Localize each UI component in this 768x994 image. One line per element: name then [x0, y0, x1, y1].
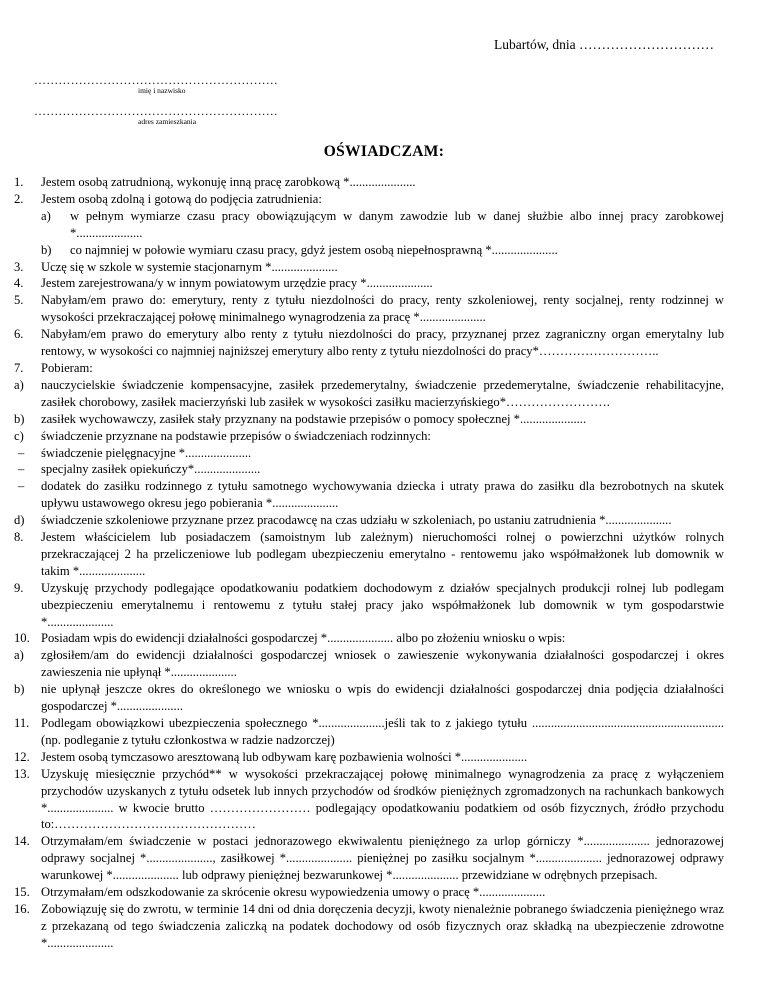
item-8 [14, 529, 724, 580]
name-field [34, 73, 334, 95]
item-text: zasiłek wychowawczy, zasiłek stały przyznany na podstawie przepisów o pomocy społecznej *..................... [41, 411, 587, 426]
item-number: 2. [14, 191, 24, 206]
item-text: świadczenie przyznane na podstawie przepisów o świadczeniach rodzinnych: [41, 428, 431, 443]
item-5 [14, 292, 724, 326]
item-15 [14, 884, 724, 901]
item-number: 10. [14, 631, 30, 646]
item-number: a) [14, 648, 24, 663]
item-2a [14, 208, 724, 242]
item-7b [14, 411, 724, 428]
item-7c-dash-3 [14, 478, 724, 512]
address-label: adres zamieszkania [138, 117, 197, 126]
item-3 [14, 259, 724, 276]
item-text: zgłosiłem/am do ewidencji działalności gospodarczej wniosek o zawieszenie wykonywania działalności gospodarczej i okres zawieszenia nie upłynął *..................... [41, 648, 724, 680]
item-number: 1. [14, 175, 24, 189]
item-text: Jestem osobą zatrudnioną, wykonuję inną pracę zarobkową *..................... [41, 175, 416, 189]
item-text: Nabyłam/em prawo do: emerytury, renty z tytułu niezdolności do pracy, renty szkoleniowej, renty socjalnej, renty rodzinnej w wysokości przekraczającej połowę minimalnego wynagrodzenia za pracę *..................... [41, 293, 724, 325]
item-number: b) [14, 682, 25, 697]
name-label: imię i nazwisko [138, 86, 186, 95]
item-number: 16. [14, 901, 30, 916]
item-text: Otrzymałam/em odszkodowanie za skrócenie okresu wypowiedzenia umowy o pracę *..................... [41, 885, 546, 900]
document-title: OŚWIADCZAM: [323, 143, 445, 160]
item-text: dodatek do zasiłku rodzinnego z tytułu samotnego wychowywania dziecka i utraty prawa do zasiłku dla bezrobotnych na skutek upływu ustawowego okresu jego pobierania *..................... [41, 479, 724, 511]
name-dotted-line: …………………………………………………… [34, 73, 278, 87]
item-text: Jestem zarejestrowana/y w innym powiatowym urzędzie pracy *..................... [41, 276, 433, 291]
item-number: 3. [14, 259, 24, 274]
item-number: – [18, 479, 25, 494]
item-text: świadczenie pielęgnacyjne *..................... [41, 445, 252, 460]
item-text: Uzyskuję przychody podlegające opodatkowaniu podatkiem dochodowym z działów specjalnych produkcji rolnej lub podlegam ubezpieczeniu emerytalnemu i rentowemu z tytułu stałej pracy jako współmałżonek lub domownik w tym gospodarstwie *..................... [41, 580, 724, 629]
item-11 [14, 715, 724, 749]
item-number: 6. [14, 327, 24, 342]
item-text: nie upłynął jeszcze okres do określonego we wniosku o wpis do ewidencji działalności gospodarczej dnia podjęcia działalności gospodarczej *..................... [41, 682, 724, 714]
item-text: Nabyłam/em prawo do emerytury albo renty z tytułu niezdolności do pracy, przyznanej przez zagraniczny organ emerytalny lub rentowy, w wysokości co najmniej najniższej emerytury albo renty z tytułu niezdolności do pracy*……………………….. [41, 327, 724, 359]
item-text: Jestem właścicielem lub posiadaczem (samoistnym lub zależnym) nieruchomości rolnej o powierzchni użytków rolnych przekraczającej 2 ha przeliczeniowe lub podlegam ubezpieczeniu emerytalno - rentowemu jako współmałżonek lub domownik w takim *..................... [41, 530, 724, 578]
item-7 [14, 360, 724, 377]
item-number: a) [14, 377, 24, 392]
item-7c [14, 428, 724, 445]
item-2 [14, 191, 724, 208]
address-dotted-line: …………………………………………………… [34, 104, 278, 118]
item-7c-dash-1 [14, 445, 724, 462]
item-9 [14, 580, 724, 631]
item-text: Jestem osobą tymczasowo aresztowaną lub odbywam karę pozbawienia wolności *..................... [41, 749, 528, 764]
item-number: 11. [14, 716, 30, 730]
item-text: w pełnym wymiarze czasu pracy obowiązującym w danym zawodzie lub w danej służbie albo innej pracy zarobkowej *..................... [70, 208, 724, 240]
item-number: b) [14, 411, 25, 426]
item-number: 12. [14, 749, 30, 764]
item-number: 5. [14, 293, 24, 308]
item-text: nauczycielskie świadczenie kompensacyjne, zasiłek przedemerytalny, świadczenie przedemerytalne, świadczenie rehabilitacyjne, zasiłek chorobowy, zasiłek macierzyński lub zasiłek w wysokości zasiłku macierzyńskiego*……………………. [41, 377, 724, 409]
item-number: d) [14, 513, 25, 528]
item-7d [14, 512, 724, 529]
item-number: 13. [14, 766, 30, 781]
item-text: świadczenie szkoleniowe przyznane przez pracodawcę na czas udziału w szkoleniach, po ustaniu zatrudnienia *..................... [41, 513, 672, 528]
item-text: Zobowiązuję się do zwrotu, w terminie 14 dni od dnia doręczenia decyzji, kwoty nienależnie pobranego świadczenia pieniężnego wraz z przekazaną od tego świadczenia zaliczką na podatek dochodowy od osób fizycznych oraz składką na ubezpieczenie zdrowotne *..................... [41, 901, 724, 950]
item-13 [14, 766, 724, 834]
item-text: Pobieram: [41, 360, 93, 375]
item-text: co najmniej w połowie wymiaru czasu pracy, gdyż jestem osobą niepełnosprawną *..................... [70, 242, 558, 257]
item-text: Jestem osobą zdolną i gotową do podjęcia zatrudnienia: [41, 191, 322, 206]
item-text: Uzyskuję miesięcznie przychód** w wysokości przekraczającej połowę minimalnego wynagrodzenia za pracę z wyłączeniem przychodów uzyskanych z tytułu odsetek lub innych przychodów od środków pieniężnych zgromadzonych na rachunkach bankowych *..................... w kwocie brutto …………………… podlegający opodatkowaniu podatkiem od osób fizycznych, źródło przychodu to:………………………………………… [41, 766, 724, 832]
item-4 [14, 275, 724, 292]
item-14 [14, 833, 724, 884]
item-10 [14, 630, 724, 647]
item-7c-dash-2 [14, 461, 724, 478]
item-number: c) [14, 428, 24, 443]
item-number: b) [41, 242, 52, 257]
item-text: Uczę się w szkole w systemie stacjonarnym *..................... [41, 259, 338, 274]
item-16 [14, 901, 724, 952]
item-text: Otrzymałam/em świadczenie w postaci jednorazowego ekwiwalentu pieniężnego za urlop górniczy *..................... jednorazowej odprawy socjalnej *....................., zasiłkowej *..................... pieniężnej po zasiłku socjalnym *..................... jednorazowej odprawy warunkowej *..................... lub odprawy pieniężnej bezwarunkowej *..................... przewidziane w odrębnych przepisach. [41, 834, 724, 883]
item-number: 8. [14, 530, 24, 545]
item-number: 14. [14, 834, 30, 849]
item-7a [14, 377, 724, 411]
item-10b [14, 681, 724, 715]
item-number: 7. [14, 360, 24, 375]
item-number: – [18, 462, 25, 477]
item-number: a) [41, 208, 51, 223]
item-number: 9. [14, 580, 24, 595]
item-1 [14, 174, 724, 191]
item-10a [14, 647, 724, 681]
item-2b [14, 242, 724, 259]
item-6 [14, 326, 724, 360]
item-number: – [18, 445, 25, 460]
declaration-list [14, 174, 724, 952]
item-number: 15. [14, 885, 30, 900]
item-text: Posiadam wpis do ewidencji działalności gospodarczej *..................... albo po złożeniu wniosku o wpis: [41, 631, 566, 646]
item-number: 4. [14, 276, 24, 291]
address-field [34, 104, 334, 126]
place-date-line: Lubartów, dnia ………………………… [494, 37, 714, 52]
item-text: specjalny zasiłek opiekuńczy*..................... [41, 462, 261, 477]
item-12 [14, 749, 724, 766]
item-text: Podlegam obowiązkowi ubezpieczenia społecznego *.....................jeśli tak to z jakiego tytułu ............................................................. (np. podleganie z tytułu członkostwa w radzie nadzorczej) [41, 716, 724, 747]
